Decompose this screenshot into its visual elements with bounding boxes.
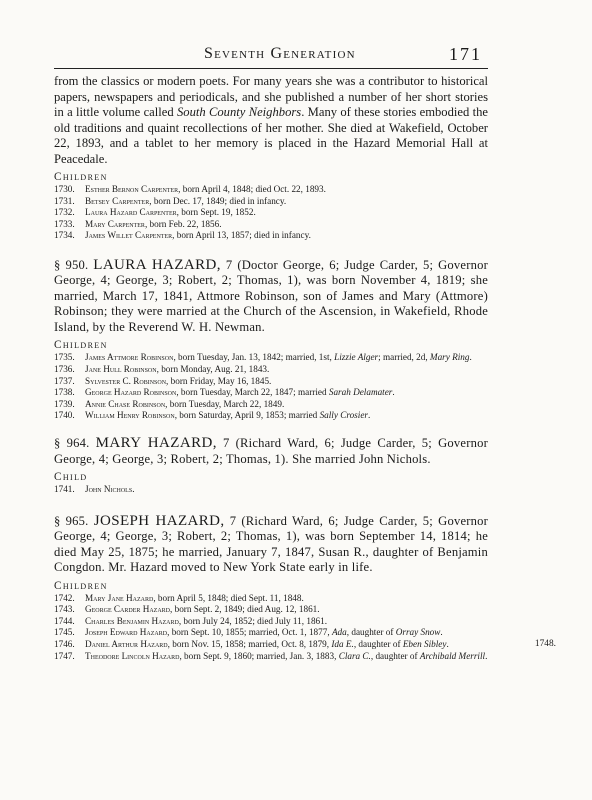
spouse-name: Ida E. <box>331 639 354 649</box>
section-paragraph <box>54 514 488 576</box>
child-number: 1737. <box>54 375 75 386</box>
child-details: , born Friday, May 16, 1845. <box>166 375 272 386</box>
section-symbol: § 950. <box>54 257 89 272</box>
child-name: George Carder Hazard <box>85 604 170 615</box>
child-number: 1738. <box>54 387 75 398</box>
page-number: 171 <box>449 44 482 64</box>
children-heading: Child <box>54 471 88 484</box>
child-number: 1739. <box>54 398 75 409</box>
children-heading: Children <box>54 579 108 592</box>
children-list <box>54 184 488 242</box>
intro-text-end: . Many of these stories embodied the old traditions and quaint recollections of her mother. She died at Wakefield, October 22, 1893, and a tablet to her memory is placed in the Hazard Memorial Hall at Peacedale. <box>54 105 488 166</box>
child-name: Charles Benjamin Hazard <box>85 615 179 626</box>
intro-paragraph <box>54 74 488 167</box>
child-name: Laura Hazard Carpenter <box>85 207 177 218</box>
intro-text-start: from the classics or modern poets. For many years she was a contributor to historical papers, newspapers and periodicals, and she published a number of her short stories in a little volume called <box>54 74 488 119</box>
child-number: 1743. <box>54 604 75 615</box>
section-964 <box>54 436 488 496</box>
child-details: , daughter of <box>346 627 396 638</box>
person-name: MARY HAZARD, <box>95 435 217 452</box>
section-paragraph <box>54 436 488 467</box>
child-details: , born Tuesday, March 22, 1847; married <box>176 387 329 398</box>
child-name: Theodore Lincoln Hazard <box>85 650 180 661</box>
child-details: , born Tuesday, Jan. 13, 1842; married, 1st, <box>173 352 335 363</box>
section-text: 7 (Doctor George, 6; Judge Carder, 5; Governor George, 4; George, 3; Robert, 2; Thomas, 1), was born November 4, 1819; she married, March 17, 1841, Attmore Robinson, son of James and Mary (Attmore) Robinson; they were married at the Church of the Ascension, in Wakefield, Rhode Island, by the Reverend W. H. Newman. <box>54 257 488 334</box>
child-details: , born April 13, 1857; died in infancy. <box>172 230 311 241</box>
section-950 <box>54 258 488 422</box>
child-entry <box>54 627 488 639</box>
child-entry <box>54 184 488 196</box>
child-entry <box>54 593 488 605</box>
child-name: Daniel Arthur Hazard <box>85 639 168 649</box>
book-title: South County Neighbors <box>176 105 302 119</box>
child-details: . <box>440 627 443 638</box>
child-number: 1745. <box>54 627 75 638</box>
spouse-name: Ada <box>331 627 347 638</box>
section-symbol: § 964. <box>54 436 90 451</box>
child-details: , born Monday, Aug. 21, 1843. <box>156 364 270 375</box>
child-details: . <box>485 650 488 661</box>
person-name: JOSEPH HAZARD, <box>93 512 225 529</box>
child-name: George Hazard Robinson <box>85 387 177 398</box>
child-entry <box>54 196 488 208</box>
person-name: LAURA HAZARD, <box>93 256 221 273</box>
child-number: 1731. <box>54 195 75 206</box>
child-entry <box>54 352 488 364</box>
child-entry <box>54 219 488 231</box>
child-details: , born Sept. 9, 1860; married, Jan. 3, 1883, <box>179 650 339 661</box>
child-name: Esther Bernon Carpenter <box>85 184 179 194</box>
child-entry <box>54 410 488 422</box>
child-number: 1730. <box>54 184 75 194</box>
child-number: 1735. <box>54 352 75 363</box>
child-details: , daughter of <box>353 639 403 649</box>
spouse-name: Sarah Delamater <box>328 387 393 398</box>
child-entry <box>54 399 488 411</box>
child-name: William Henry Robinson <box>85 410 175 421</box>
child-details: , born Saturday, April 9, 1853; married <box>174 410 320 421</box>
child-name: Sylvester C. Robinson <box>85 375 167 386</box>
child-name: Betsey Carpenter <box>85 195 150 206</box>
child-name: John Nichols <box>85 484 133 495</box>
spouse-parent-name: Eben Sibley <box>402 639 447 649</box>
child-details: , born July 24, 1852; died July 11, 1861. <box>178 615 328 626</box>
spouse-name: Sally Crosier <box>319 410 368 421</box>
section-text: 7 (Richard Ward, 6; Judge Carder, 5; Governor George, 4; George, 3; Robert, 2; Thomas, 1), was born September 14, 1814; he died May 25, 1875; he married, January 7, 1847, Susan R., daughter of Benjamin Congdon. Mr. Hazard moved to New York State early in life. <box>54 513 489 575</box>
child-entry <box>54 207 488 219</box>
child-entry <box>54 484 488 496</box>
child-entry <box>54 616 488 628</box>
child-number: 1733. <box>54 218 75 229</box>
running-title: Seventh Generation <box>204 45 356 62</box>
child-details: . <box>367 410 371 421</box>
spouse-parent-name: Archibald Merrill <box>419 650 486 661</box>
child-number: 1744. <box>54 615 75 626</box>
child-entry <box>54 230 488 242</box>
child-details: , born Nov. 15, 1858; married, Oct. 8, 1879, <box>167 639 332 649</box>
page-body <box>54 74 488 662</box>
child-number: 1746. <box>54 639 75 649</box>
child-number: 1734. <box>54 230 75 241</box>
child-details: . <box>469 352 472 363</box>
child-number: 1732. <box>54 207 75 218</box>
child-details: , daughter of <box>370 650 420 661</box>
child-number: 1741. <box>54 484 75 495</box>
child-name: Jane Hull Robinson <box>85 364 157 375</box>
section-965 <box>54 514 488 663</box>
child-name: Mary Carpenter <box>85 218 145 229</box>
child-details: , born Feb. 22, 1856. <box>144 218 222 229</box>
page-header <box>54 38 488 69</box>
section-paragraph <box>54 258 488 336</box>
child-entry <box>54 376 488 388</box>
children-heading: Children <box>54 171 108 183</box>
child-number: 1747. <box>54 650 75 661</box>
child-details: , born Sept. 10, 1855; married, Oct. 1, 1877, <box>167 627 332 638</box>
child-entry <box>54 604 488 616</box>
child-number: 1740. <box>54 410 75 421</box>
child-name: Mary Jane Hazard <box>85 592 154 603</box>
child-details: . <box>446 639 449 649</box>
child-details: , born Dec. 17, 1849; died in infancy. <box>149 195 287 206</box>
spouse-parent-name: Orray Snow <box>395 627 441 638</box>
child-number: 1742. <box>54 592 75 603</box>
child-name: Annie Chase Robinson <box>85 398 166 409</box>
child-details: . <box>132 484 135 495</box>
child-entry <box>54 387 488 399</box>
child-entry <box>54 639 488 651</box>
section-text: 7 (Richard Ward, 6; Judge Carder, 5; Governor George, 4; George, 3; Robert, 2; Thomas, 1). She married John Nichols. <box>54 436 488 466</box>
child-name: James Willet Carpenter <box>85 230 173 241</box>
child-number: 1736. <box>54 364 75 375</box>
section-symbol: § 965. <box>54 513 89 528</box>
child-details: , born Sept. 2, 1849; died Aug. 12, 1861. <box>170 604 320 615</box>
spouse-name: Clara C. <box>338 650 371 661</box>
children-heading: Children <box>54 339 108 352</box>
child-details: , born April 5, 1848; died Sept. 11, 1848. <box>153 592 304 603</box>
child-details: ; married, 2d, <box>378 352 430 363</box>
child-details: , born April 4, 1848; died Oct. 22, 1893. <box>178 184 326 194</box>
child-name: James Attmore Robinson <box>85 352 174 363</box>
child-details: , born Tuesday, March 22, 1849. <box>165 398 285 409</box>
spouse-name: Mary Ring <box>429 352 470 363</box>
child-entry <box>54 651 488 663</box>
child-entry <box>54 364 488 376</box>
child-name: Joseph Edward Hazard <box>85 627 168 638</box>
catchword: 1748. <box>534 639 556 649</box>
child-details: . <box>392 387 395 398</box>
child-details: , born Sept. 19, 1852. <box>176 207 256 218</box>
spouse-name: Lizzie Alger <box>334 352 379 363</box>
